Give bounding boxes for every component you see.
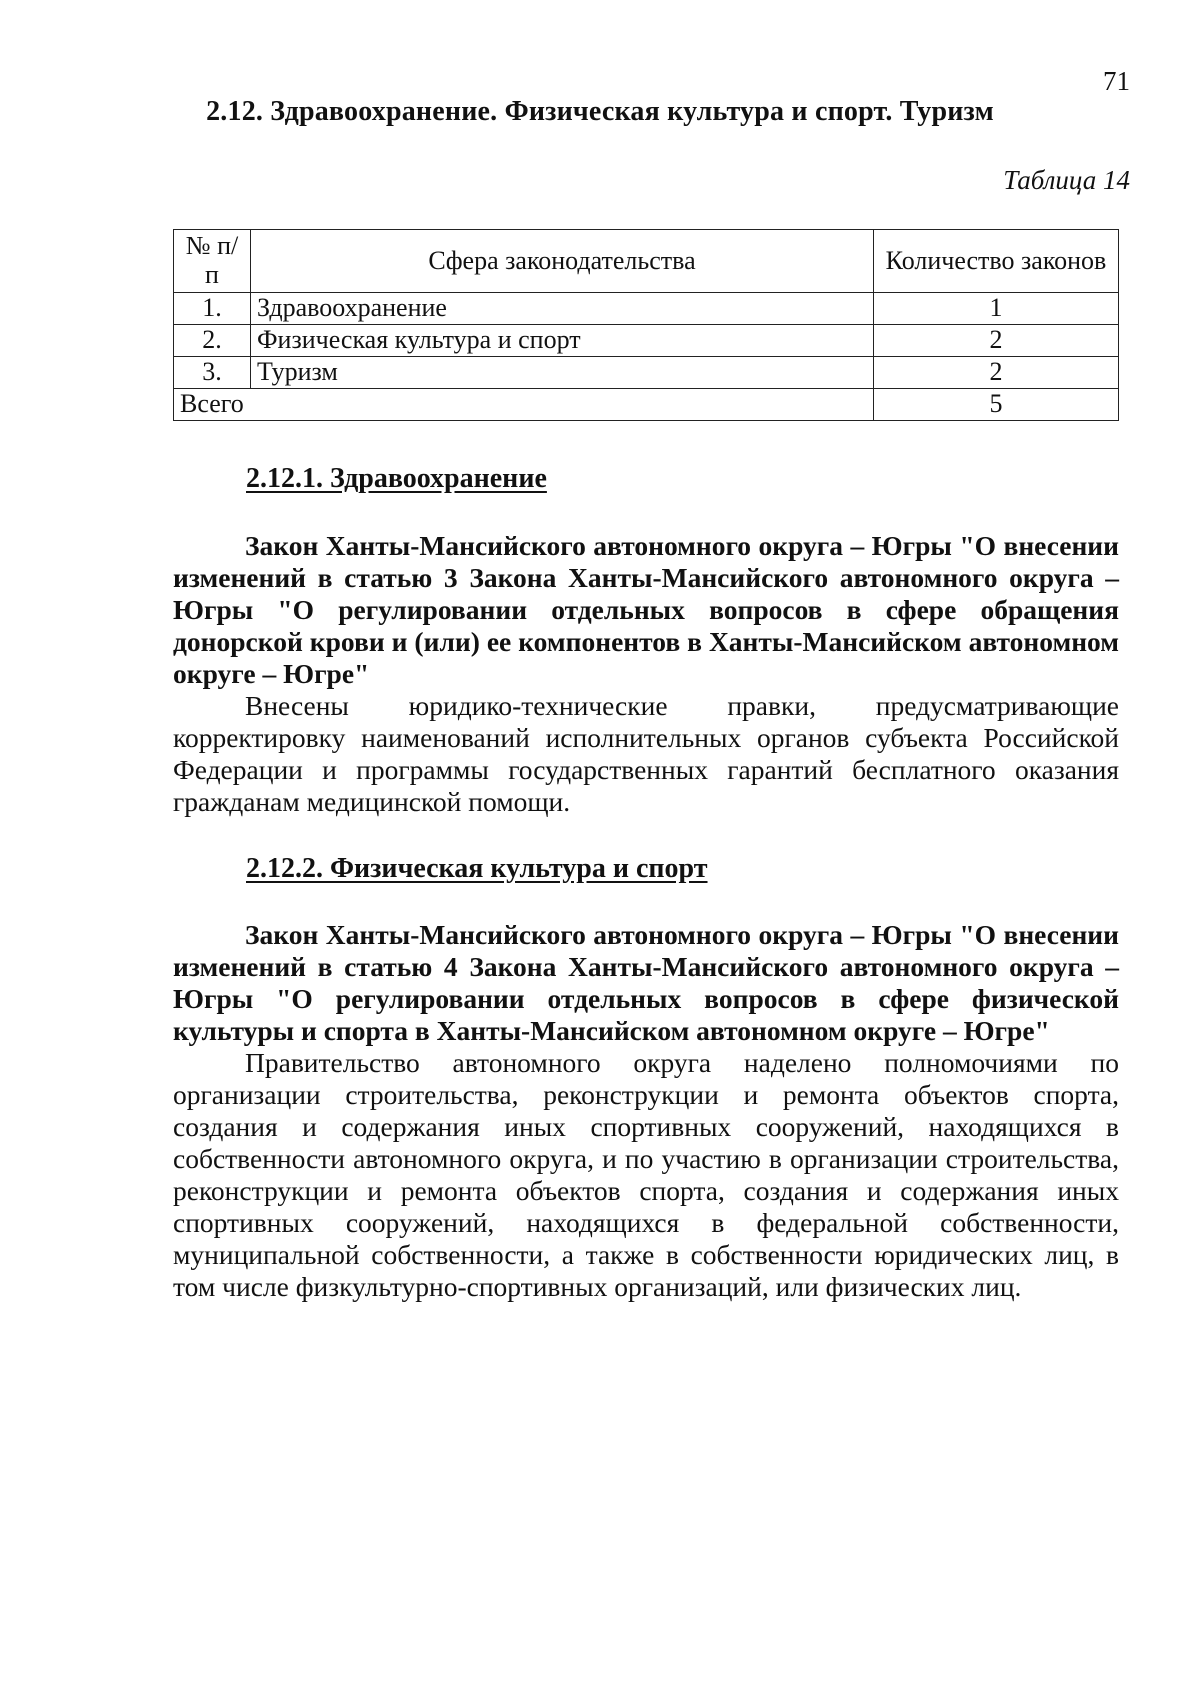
law-block-health	[173, 530, 1119, 818]
law-body: Внесены юридико-технические правки, предусматривающие корректировку наименований исполнительных органов субъекта Российской Федерации и программы государственных гарантий бесплатного оказания гражданам медицинской помощи.	[173, 690, 1119, 817]
row-count: 2	[874, 357, 1119, 389]
row-sphere: Туризм	[251, 357, 874, 389]
table-header-row	[174, 230, 1119, 293]
header-num: № п/п	[174, 230, 251, 293]
page-number: 71	[1103, 66, 1130, 96]
row-count: 2	[874, 325, 1119, 357]
section-title: 2.12. Здравоохранение. Физическая культура и спорт. Туризм	[206, 96, 994, 127]
subsection-heading-sport: 2.12.2. Физическая культура и спорт	[246, 853, 708, 884]
row-sphere: Физическая культура и спорт	[251, 325, 874, 357]
table-row	[174, 293, 1119, 325]
table-caption: Таблица 14	[1003, 165, 1130, 195]
row-num: 2.	[174, 325, 251, 357]
total-label: Всего	[174, 389, 874, 421]
total-count: 5	[874, 389, 1119, 421]
law-title: Закон Ханты-Мансийского автономного округа – Югры "О внесении изменений в статью 3 Закона Ханты-Мансийского автономного округа – Югры "О регулировании отдельных вопросов в сфере обращения донорской крови и (или) ее компонентов в Ханты-Мансийском автономном округе – Югре"	[173, 530, 1119, 689]
row-sphere: Здравоохранение	[251, 293, 874, 325]
header-count: Количество законов	[874, 230, 1119, 293]
subsection-heading-health: 2.12.1. Здравоохранение	[246, 463, 547, 494]
row-num: 3.	[174, 357, 251, 389]
table-row	[174, 357, 1119, 389]
header-sphere: Сфера законодательства	[251, 230, 874, 293]
law-block-sport	[173, 919, 1119, 1303]
law-title: Закон Ханты-Мансийского автономного округа – Югры "О внесении изменений в статью 4 Закона Ханты-Мансийского автономного округа – Югры "О регулировании отдельных вопросов в сфере физической культуры и спорта в Ханты-Мансийском автономном округе – Югре"	[173, 919, 1119, 1046]
row-num: 1.	[174, 293, 251, 325]
laws-table	[173, 229, 1119, 421]
table-row	[174, 325, 1119, 357]
row-count: 1	[874, 293, 1119, 325]
law-body: Правительство автономного округа наделено полномочиями по организации строительства, реконструкции и ремонта объектов спорта, создания и содержания иных спортивных сооружений, находящихся в собственности автономного округа, и по участию в организации строительства, реконструкции и ремонта объектов спорта, создания и содержания иных спортивных сооружений, находящихся в федеральной собственности, муниципальной собственности, а также в собственности юридических лиц, в том числе физкультурно-спортивных организаций, или физических лиц.	[173, 1047, 1119, 1302]
table-total-row	[174, 389, 1119, 421]
